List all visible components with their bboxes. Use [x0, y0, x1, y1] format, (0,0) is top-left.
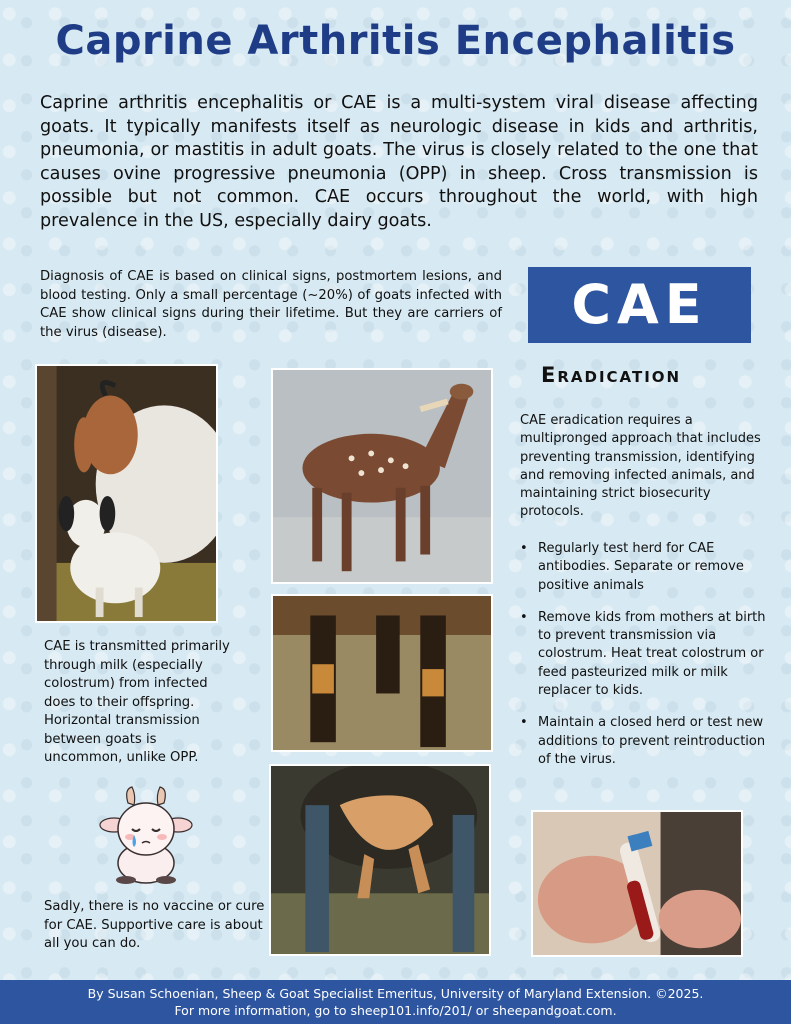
crying-goat-mascot — [98, 785, 194, 885]
transmission-paragraph: CAE is transmitted primarily through milk (especially colostrum) from infected does to their offspring. Horizontal transmission between goats is uncommon, unlike OPP. — [44, 639, 230, 765]
cae-badge: CAE — [528, 267, 751, 343]
no-vaccine-paragraph: Sadly, there is no vaccine or cure for CAE. Supportive care is about all you can do. — [44, 899, 265, 951]
eradication-heading — [541, 363, 741, 387]
doe-and-kid-photo — [35, 364, 218, 623]
footer-line-1: By Susan Schoenian, Sheep & Goat Specialist Emeritus, University of Maryland Extension. ©2025. — [87, 986, 704, 1001]
deer-like-kid-photo — [271, 368, 493, 584]
udder-photo — [269, 764, 491, 956]
intro-paragraph: Caprine arthritis encephalitis or CAE is a multi-system viral disease affecting goats. It typically manifests itself as neurologic disease in kids and arthritis, pneumonia, or mastitis in adult goats. The virus is closely related to the one that causes ovine progressive pneumonia (OPP) in sheep. Cross transmission is possible but not common. CAE occurs throughout the world, with high prevalence in the US, especially dairy goats. — [40, 93, 758, 231]
page-title: Caprine Arthritis Encephalitis — [55, 18, 736, 64]
list-item: • Regularly test herd for CAE antibodies. Separate or remove positive animals — [520, 540, 772, 595]
footer-credits — [0, 980, 791, 1024]
footer-line-2: For more information, go to sheep101.info/201/ or sheepandgoat.com. — [174, 1003, 617, 1018]
eradication-intro: CAE eradication requires a multipronged approach that includes preventing transmission, identifying and removing infected animals, and maintaining strict biosecurity protocols. — [520, 413, 761, 520]
eradication-list — [520, 540, 772, 783]
list-item: • Maintain a closed herd or test new additions to prevent reintroduction of the virus. — [520, 714, 772, 769]
goat-legs-photo — [271, 594, 493, 752]
diagnosis-paragraph: Diagnosis of CAE is based on clinical signs, postmortem lesions, and blood testing. Only a small percentage (~20%) of goats infected with CAE show clinical signs during their lifetime. But they are carriers of the virus (disease). — [40, 269, 502, 340]
blood-sample-photo — [531, 810, 743, 957]
eradication-heading-text: Eradication — [541, 363, 682, 387]
list-item: • Remove kids from mothers at birth to prevent transmission via colostrum. Heat treat colostrum or feed pasteurized milk or milk replacer to kids. — [520, 609, 772, 700]
